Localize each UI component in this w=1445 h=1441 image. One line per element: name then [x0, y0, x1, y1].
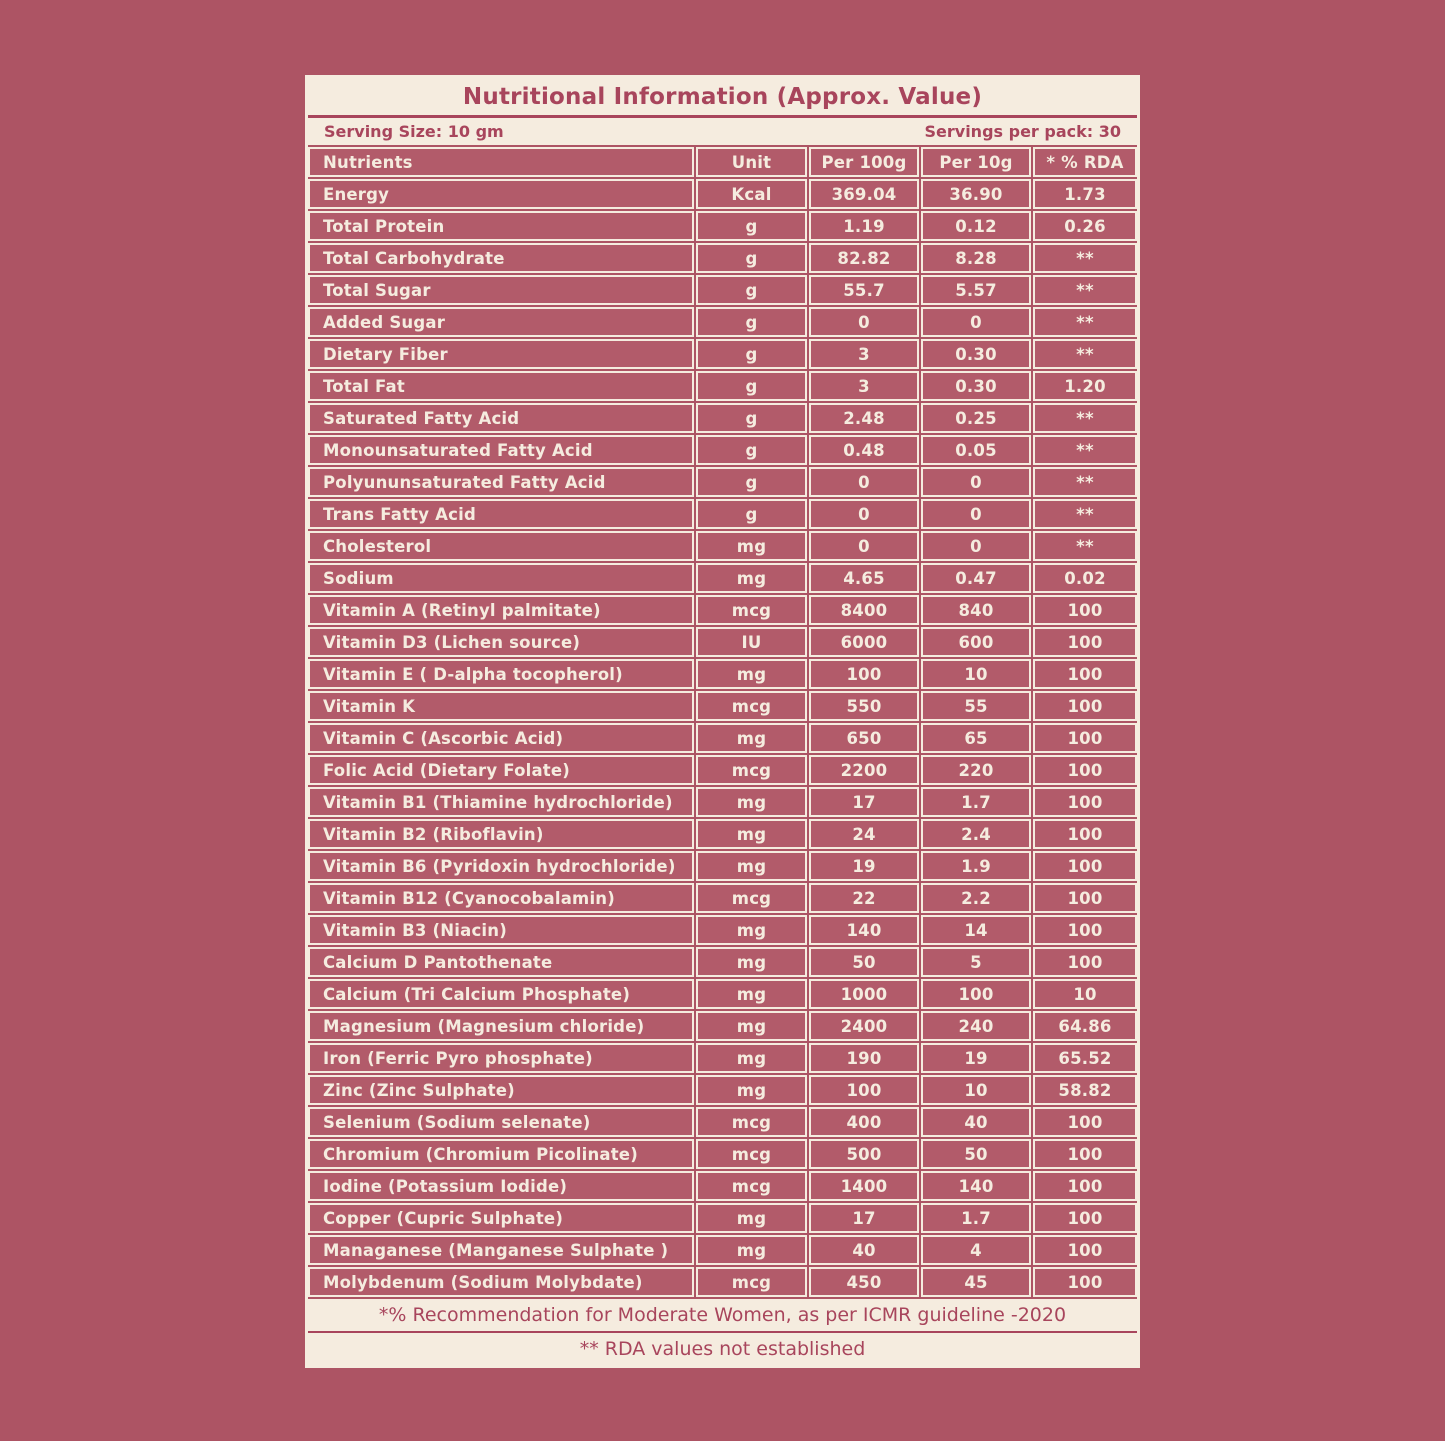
unit-cell: g	[696, 467, 807, 497]
nutrient-name-cell: Monounsaturated Fatty Acid	[308, 435, 694, 465]
serving-size-label: Serving Size: 10 gm	[324, 122, 504, 141]
per-10g-cell: 0.30	[921, 371, 1031, 401]
unit-cell: mg	[696, 1203, 807, 1233]
table-row	[308, 499, 1137, 529]
unit-cell: mg	[696, 659, 807, 689]
nutrient-name-cell: Total Sugar	[308, 275, 694, 305]
per-100g-cell: 2400	[809, 1011, 919, 1041]
table-row	[308, 467, 1137, 497]
nutrition-facts-card	[305, 75, 1140, 1368]
nutrient-name-cell: Magnesium (Magnesium chloride)	[308, 1011, 694, 1041]
per-100g-cell: 450	[809, 1267, 919, 1297]
unit-cell: mg	[696, 563, 807, 593]
nutrient-name-cell: Iodine (Potassium Iodide)	[308, 1171, 694, 1201]
rda-cell: 100	[1033, 851, 1137, 881]
per-10g-cell: 4	[921, 1235, 1031, 1265]
unit-cell: mg	[696, 723, 807, 753]
table-row	[308, 1203, 1137, 1233]
nutrient-name-cell: Selenium (Sodium selenate)	[308, 1107, 694, 1137]
nutrient-name-cell: Molybdenum (Sodium Molybdate)	[308, 1267, 694, 1297]
unit-cell: mg	[696, 947, 807, 977]
rda-cell: 100	[1033, 1171, 1137, 1201]
per-10g-cell: 5.57	[921, 275, 1031, 305]
rda-cell: 10	[1033, 979, 1137, 1009]
rda-cell: 100	[1033, 1235, 1137, 1265]
table-row	[308, 531, 1137, 561]
per-10g-cell: 5	[921, 947, 1031, 977]
per-10g-cell: 240	[921, 1011, 1031, 1041]
per-10g-cell: 0	[921, 499, 1031, 529]
per-10g-cell: 55	[921, 691, 1031, 721]
table-row	[308, 339, 1137, 369]
rda-cell: 100	[1033, 755, 1137, 785]
unit-cell: g	[696, 275, 807, 305]
unit-cell: g	[696, 371, 807, 401]
serving-size-row	[308, 118, 1137, 145]
nutrient-name-cell: Added Sugar	[308, 307, 694, 337]
per-100g-cell: 140	[809, 915, 919, 945]
unit-cell: mcg	[696, 595, 807, 625]
table-row	[308, 915, 1137, 945]
table-header-row	[308, 147, 1137, 177]
unit-cell: mg	[696, 915, 807, 945]
nutrient-name-cell: Iron (Ferric Pyro phosphate)	[308, 1043, 694, 1073]
rda-cell: **	[1033, 531, 1137, 561]
nutrient-name-cell: Vitamin C (Ascorbic Acid)	[308, 723, 694, 753]
per-100g-cell: 0	[809, 307, 919, 337]
per-10g-cell: 14	[921, 915, 1031, 945]
column-header-per-100g: Per 100g	[809, 147, 919, 177]
per-10g-cell: 1.9	[921, 851, 1031, 881]
unit-cell: mcg	[696, 883, 807, 913]
unit-cell: mg	[696, 819, 807, 849]
unit-cell: mg	[696, 1043, 807, 1073]
table-row	[308, 1267, 1137, 1297]
per-10g-cell: 0.25	[921, 403, 1031, 433]
nutrient-name-cell: Calcium D Pantothenate	[308, 947, 694, 977]
nutrient-name-cell: Vitamin K	[308, 691, 694, 721]
per-100g-cell: 2.48	[809, 403, 919, 433]
per-10g-cell: 220	[921, 755, 1031, 785]
per-10g-cell: 0	[921, 307, 1031, 337]
nutrient-name-cell: Vitamin B12 (Cyanocobalamin)	[308, 883, 694, 913]
per-100g-cell: 0	[809, 531, 919, 561]
per-10g-cell: 100	[921, 979, 1031, 1009]
per-10g-cell: 0	[921, 531, 1031, 561]
unit-cell: IU	[696, 627, 807, 657]
per-100g-cell: 0	[809, 499, 919, 529]
nutrient-name-cell: Trans Fatty Acid	[308, 499, 694, 529]
rda-cell: 58.82	[1033, 1075, 1137, 1105]
per-10g-cell: 45	[921, 1267, 1031, 1297]
per-100g-cell: 1.19	[809, 211, 919, 241]
per-100g-cell: 4.65	[809, 563, 919, 593]
unit-cell: g	[696, 403, 807, 433]
nutrient-name-cell: Managanese (Manganese Sulphate )	[308, 1235, 694, 1265]
unit-cell: g	[696, 499, 807, 529]
nutrient-name-cell: Energy	[308, 179, 694, 209]
rda-cell: 100	[1033, 883, 1137, 913]
footnote-rda-not-established: ** RDA values not established	[308, 1333, 1137, 1365]
unit-cell: g	[696, 243, 807, 273]
table-row	[308, 979, 1137, 1009]
per-100g-cell: 190	[809, 1043, 919, 1073]
nutrient-name-cell: Vitamin B2 (Riboflavin)	[308, 819, 694, 849]
rda-cell: 1.73	[1033, 179, 1137, 209]
nutrient-name-cell: Total Protein	[308, 211, 694, 241]
rda-cell: 100	[1033, 787, 1137, 817]
rda-cell: 100	[1033, 1107, 1137, 1137]
per-10g-cell: 2.2	[921, 883, 1031, 913]
nutrient-name-cell: Folic Acid (Dietary Folate)	[308, 755, 694, 785]
per-100g-cell: 3	[809, 339, 919, 369]
per-100g-cell: 100	[809, 659, 919, 689]
per-10g-cell: 8.28	[921, 243, 1031, 273]
rda-cell: 100	[1033, 947, 1137, 977]
rda-cell: **	[1033, 499, 1137, 529]
per-100g-cell: 369.04	[809, 179, 919, 209]
per-10g-cell: 10	[921, 1075, 1031, 1105]
nutrient-name-cell: Vitamin B6 (Pyridoxin hydrochloride)	[308, 851, 694, 881]
rda-cell: 100	[1033, 595, 1137, 625]
per-10g-cell: 36.90	[921, 179, 1031, 209]
per-100g-cell: 550	[809, 691, 919, 721]
table-row	[308, 1107, 1137, 1137]
card-title: Nutritional Information (Approx. Value)	[308, 78, 1137, 118]
per-100g-cell: 3	[809, 371, 919, 401]
table-row	[308, 691, 1137, 721]
table-row	[308, 307, 1137, 337]
per-100g-cell: 50	[809, 947, 919, 977]
rda-cell: 100	[1033, 819, 1137, 849]
nutrient-name-cell: Copper (Cupric Sulphate)	[308, 1203, 694, 1233]
rda-cell: 100	[1033, 1203, 1137, 1233]
unit-cell: mcg	[696, 1139, 807, 1169]
per-100g-cell: 55.7	[809, 275, 919, 305]
per-10g-cell: 40	[921, 1107, 1031, 1137]
per-10g-cell: 1.7	[921, 1203, 1031, 1233]
table-row	[308, 179, 1137, 209]
rda-cell: 65.52	[1033, 1043, 1137, 1073]
unit-cell: mg	[696, 851, 807, 881]
nutrient-name-cell: Chromium (Chromium Picolinate)	[308, 1139, 694, 1169]
unit-cell: mcg	[696, 1267, 807, 1297]
per-10g-cell: 0.30	[921, 339, 1031, 369]
nutrient-name-cell: Dietary Fiber	[308, 339, 694, 369]
per-100g-cell: 24	[809, 819, 919, 849]
per-100g-cell: 2200	[809, 755, 919, 785]
rda-cell: 100	[1033, 1267, 1137, 1297]
per-10g-cell: 840	[921, 595, 1031, 625]
rda-cell: 100	[1033, 627, 1137, 657]
per-100g-cell: 6000	[809, 627, 919, 657]
unit-cell: g	[696, 211, 807, 241]
rda-cell: **	[1033, 467, 1137, 497]
nutrient-name-cell: Vitamin E ( D-alpha tocopherol)	[308, 659, 694, 689]
table-row	[308, 883, 1137, 913]
per-100g-cell: 0	[809, 467, 919, 497]
nutrient-name-cell: Calcium (Tri Calcium Phosphate)	[308, 979, 694, 1009]
table-row	[308, 627, 1137, 657]
nutrient-name-cell: Sodium	[308, 563, 694, 593]
table-row	[308, 1139, 1137, 1169]
table-row	[308, 211, 1137, 241]
rda-cell: **	[1033, 403, 1137, 433]
unit-cell: mcg	[696, 691, 807, 721]
nutrient-name-cell: Total Carbohydrate	[308, 243, 694, 273]
table-row	[308, 371, 1137, 401]
servings-per-pack-label: Servings per pack: 30	[924, 122, 1121, 141]
rda-cell: **	[1033, 307, 1137, 337]
nutrient-name-cell: Cholesterol	[308, 531, 694, 561]
unit-cell: g	[696, 339, 807, 369]
rda-cell: **	[1033, 243, 1137, 273]
column-header-unit: Unit	[696, 147, 807, 177]
rda-cell: 0.26	[1033, 211, 1137, 241]
per-10g-cell: 0.05	[921, 435, 1031, 465]
table-row	[308, 435, 1137, 465]
nutrient-name-cell: Vitamin A (Retinyl palmitate)	[308, 595, 694, 625]
unit-cell: mg	[696, 1075, 807, 1105]
per-100g-cell: 650	[809, 723, 919, 753]
rda-cell: **	[1033, 275, 1137, 305]
rda-cell: 100	[1033, 659, 1137, 689]
per-100g-cell: 17	[809, 787, 919, 817]
per-100g-cell: 19	[809, 851, 919, 881]
rda-cell: 1.20	[1033, 371, 1137, 401]
column-header-nutrients: Nutrients	[308, 147, 694, 177]
table-row	[308, 947, 1137, 977]
nutrient-name-cell: Zinc (Zinc Sulphate)	[308, 1075, 694, 1105]
table-row	[308, 723, 1137, 753]
unit-cell: Kcal	[696, 179, 807, 209]
footnote-icmr-guideline: *% Recommendation for Moderate Women, as per ICMR guideline -2020	[308, 1299, 1137, 1333]
per-10g-cell: 2.4	[921, 819, 1031, 849]
per-10g-cell: 1.7	[921, 787, 1031, 817]
table-row	[308, 787, 1137, 817]
per-100g-cell: 400	[809, 1107, 919, 1137]
table-row	[308, 819, 1137, 849]
table-row	[308, 1075, 1137, 1105]
nutrient-name-cell: Saturated Fatty Acid	[308, 403, 694, 433]
rda-cell: 100	[1033, 915, 1137, 945]
unit-cell: mcg	[696, 1171, 807, 1201]
rda-cell: 64.86	[1033, 1011, 1137, 1041]
per-10g-cell: 50	[921, 1139, 1031, 1169]
per-100g-cell: 1000	[809, 979, 919, 1009]
table-row	[308, 563, 1137, 593]
table-row	[308, 659, 1137, 689]
unit-cell: mcg	[696, 755, 807, 785]
unit-cell: mg	[696, 1235, 807, 1265]
unit-cell: g	[696, 435, 807, 465]
unit-cell: mcg	[696, 1107, 807, 1137]
unit-cell: mg	[696, 979, 807, 1009]
per-10g-cell: 0.47	[921, 563, 1031, 593]
nutrient-name-cell: Vitamin B1 (Thiamine hydrochloride)	[308, 787, 694, 817]
unit-cell: mg	[696, 1011, 807, 1041]
table-row	[308, 1235, 1137, 1265]
unit-cell: mg	[696, 531, 807, 561]
per-10g-cell: 140	[921, 1171, 1031, 1201]
column-header-rda: * % RDA	[1033, 147, 1137, 177]
table-row	[308, 1011, 1137, 1041]
rda-cell: 100	[1033, 691, 1137, 721]
per-10g-cell: 600	[921, 627, 1031, 657]
table-row	[308, 275, 1137, 305]
unit-cell: mg	[696, 787, 807, 817]
per-100g-cell: 500	[809, 1139, 919, 1169]
per-100g-cell: 40	[809, 1235, 919, 1265]
per-100g-cell: 0.48	[809, 435, 919, 465]
nutrients-table	[308, 145, 1137, 1299]
rda-cell: 0.02	[1033, 563, 1137, 593]
rda-cell: **	[1033, 435, 1137, 465]
per-100g-cell: 100	[809, 1075, 919, 1105]
table-row	[308, 1171, 1137, 1201]
per-100g-cell: 8400	[809, 595, 919, 625]
nutrient-name-cell: Total Fat	[308, 371, 694, 401]
column-header-per-10g: Per 10g	[921, 147, 1031, 177]
rda-cell: **	[1033, 339, 1137, 369]
table-row	[308, 243, 1137, 273]
per-10g-cell: 0	[921, 467, 1031, 497]
per-100g-cell: 1400	[809, 1171, 919, 1201]
nutrient-name-cell: Polyununsaturated Fatty Acid	[308, 467, 694, 497]
per-100g-cell: 22	[809, 883, 919, 913]
table-row	[308, 755, 1137, 785]
per-10g-cell: 65	[921, 723, 1031, 753]
per-100g-cell: 82.82	[809, 243, 919, 273]
nutrient-name-cell: Vitamin D3 (Lichen source)	[308, 627, 694, 657]
table-row	[308, 1043, 1137, 1073]
per-100g-cell: 17	[809, 1203, 919, 1233]
rda-cell: 100	[1033, 723, 1137, 753]
table-row	[308, 851, 1137, 881]
unit-cell: g	[696, 307, 807, 337]
per-10g-cell: 0.12	[921, 211, 1031, 241]
per-10g-cell: 10	[921, 659, 1031, 689]
rda-cell: 100	[1033, 1139, 1137, 1169]
table-row	[308, 403, 1137, 433]
nutrient-name-cell: Vitamin B3 (Niacin)	[308, 915, 694, 945]
table-row	[308, 595, 1137, 625]
per-10g-cell: 19	[921, 1043, 1031, 1073]
